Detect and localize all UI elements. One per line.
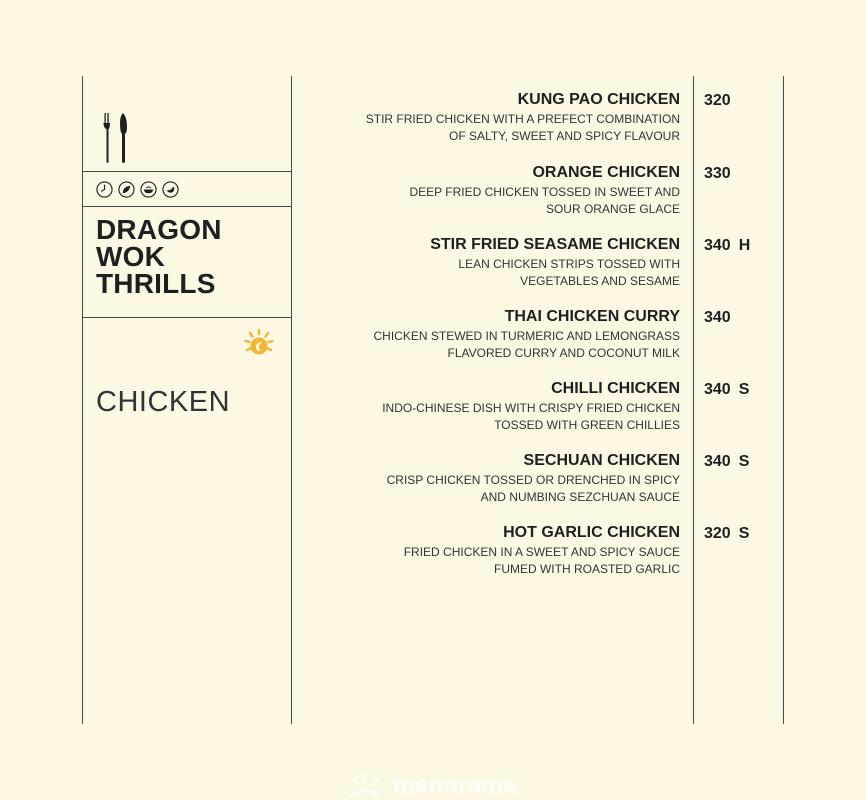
item-description-line: CHICKEN STEWED IN TURMERIC AND LEMONGRASS [373,329,680,343]
sidebar-rule-1 [82,171,292,172]
menu-item [300,379,780,449]
item-tag: S [738,525,750,542]
item-price: 330 [704,165,731,182]
item-price: 340 [704,309,731,326]
sidebar-rule-3 [82,317,292,318]
item-description [350,400,680,433]
item-description-line: STIR FRIED CHICKEN WITH A PREFECT COMBINATION [365,112,680,126]
item-name: SECHUAN CHICKEN [523,452,680,469]
bowl-icon [140,181,157,198]
section-title-line: THRILLS [96,268,216,299]
item-description-line: FUMED WITH ROASTED GARLIC [493,561,680,576]
item-description [350,472,680,505]
item-price-cell [704,308,739,328]
menu-item [300,235,780,305]
item-description-line: FLAVORED CURRY AND COCONUT MILK [447,345,680,360]
item-name: THAI CHICKEN CURRY [504,308,680,325]
item-description-line: AND NUMBING SEZCHUAN SAUCE [480,489,680,504]
right-border-rule [783,76,784,724]
item-description [350,328,680,361]
item-price-cell [704,524,749,544]
sun-spice-icon [243,328,275,360]
left-border-rule [82,76,83,724]
section-title-line: DRAGON [96,214,222,245]
item-description-line: SOUR ORANGE GLACE [545,201,680,216]
item-description [350,544,680,577]
item-tag: H [738,237,751,254]
item-description-line: VEGETABLES AND SESAME [520,273,680,288]
item-price-cell [704,91,739,111]
item-name: STIR FRIED SEASAME CHICKEN [430,236,680,253]
sidebar-rule-2 [82,206,292,207]
item-price-cell [704,236,750,256]
menu-item [300,307,780,377]
category-heading: CHICKEN [96,386,231,418]
item-description-line: INDO-CHINESE DISH WITH CRISPY FRIED CHICKEN [382,401,680,415]
item-description-line: LEAN CHICKEN STRIPS TOSSED WITH [458,257,680,271]
item-price: 340 [704,381,731,398]
item-description [350,111,680,144]
item-price-cell [704,452,749,472]
section-title-line: WOK [96,241,166,272]
dietary-icon-row [96,181,179,198]
watermark-logo-icon [345,773,385,799]
clock-icon [96,181,113,198]
item-price-cell [704,380,749,400]
menu-item [300,90,780,160]
item-description-line: OF SALTY, SWEET AND SPICY FLAVOUR [449,128,680,143]
leaf-icon [118,181,135,198]
menu-item [300,451,780,521]
item-description-line: DEEP FRIED CHICKEN TOSSED IN SWEET AND [409,185,680,199]
sidebar-divider-rule [291,76,292,724]
item-name: CHILLI CHICKEN [551,380,680,397]
item-name: KUNG PAO CHICKEN [517,91,680,108]
item-price: 320 [704,92,731,109]
item-price: 340 [704,237,731,254]
item-description-line: CRISP CHICKEN TOSSED OR DRENCHED IN SPICY [386,473,680,487]
item-name: HOT GARLIC CHICKEN [503,524,680,541]
item-price: 340 [704,453,731,470]
fork-knife-icon [100,113,130,163]
item-description-line: TOSSED WITH GREEN CHILLIES [494,417,680,432]
menu-item [300,523,780,593]
watermark-text: manorama [393,772,517,799]
menu-item [300,163,780,233]
item-description [350,256,680,289]
item-description-line: FRIED CHICKEN IN A SWEET AND SPICY SAUCE [403,545,680,559]
bird-icon [162,181,179,198]
item-price: 320 [704,525,731,542]
watermark [345,772,517,800]
item-price-cell [704,164,739,184]
item-tag: S [738,381,750,398]
section-title [96,216,222,297]
item-description [350,184,680,217]
item-tag: S [738,453,750,470]
item-name: ORANGE CHICKEN [532,164,680,181]
